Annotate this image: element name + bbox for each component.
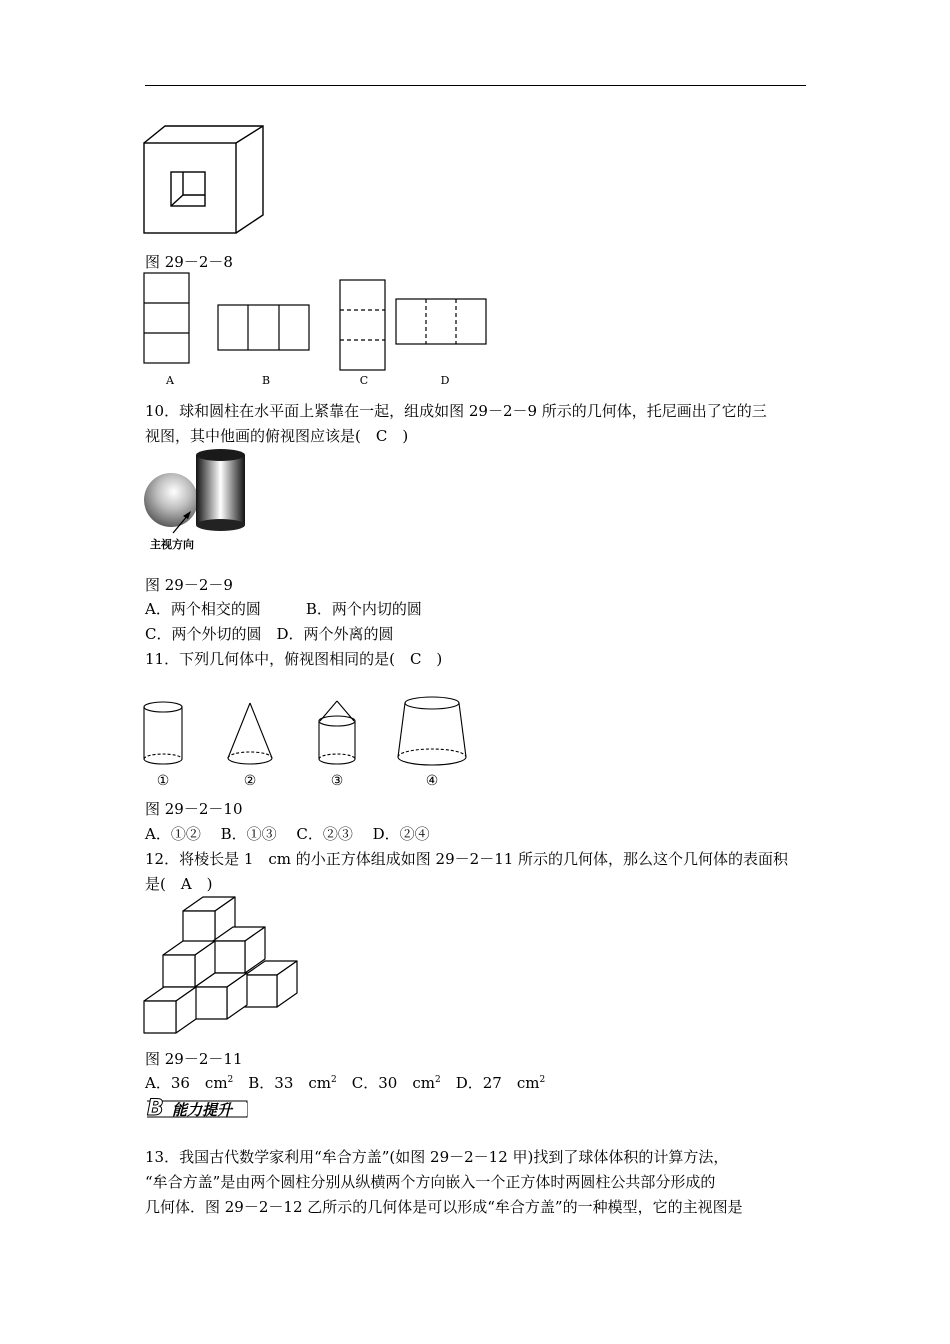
- unit-exponent: 2: [539, 1075, 546, 1085]
- option-b: B．33 cm: [233, 1074, 332, 1092]
- unit-exponent: 2: [434, 1075, 441, 1085]
- option-label: C: [359, 374, 369, 387]
- unit-exponent: 2: [331, 1075, 337, 1085]
- figure-caption: 图 29－2－9: [145, 576, 233, 594]
- question-10-line-2: 视图，其中他画的俯视图应该是( C ): [145, 427, 409, 445]
- shape-label: ③: [330, 773, 344, 789]
- question-13-line-1: 13．我国古代数学家利用“牟合方盖”(如图 29－2－12 甲)找到了球体体积的计算方法，: [145, 1148, 729, 1166]
- question-12-options: [145, 1071, 545, 1095]
- section-header: [145, 1097, 255, 1121]
- section-title: 能力提升: [172, 1101, 233, 1119]
- question-11-stem: 11．下列几何体中，俯视图相同的是( C ): [145, 650, 443, 668]
- hollow-cube-figure: [143, 125, 268, 235]
- option-label: D: [440, 374, 450, 387]
- question-12-line-1: 12．将棱长是 1 cm 的小正方体组成如图 29－2－11 所示的几何体，那么这个几何体的表面积: [145, 850, 789, 868]
- figure-caption: 图 29－2－8: [145, 253, 233, 271]
- option-c: C．30 cm: [336, 1074, 435, 1092]
- shape-label: ①: [156, 773, 170, 789]
- option-a: A．36 cm: [145, 1074, 228, 1092]
- unit-exponent: 2: [227, 1075, 234, 1085]
- shape-label: ④: [425, 773, 439, 789]
- solids-figure: [140, 695, 470, 790]
- figure-caption: 图 29－2－10: [145, 800, 243, 818]
- option-label: B: [261, 374, 271, 387]
- cube-stack-figure: [143, 895, 303, 1040]
- view-options-figure: [143, 270, 488, 390]
- question-10-options-cd: C．两个外切的圆 D．两个外离的圆: [145, 625, 394, 643]
- question-11-options: A．①② B．①③ C．②③ D．②④: [145, 825, 430, 843]
- arrow-label: 主视方向: [150, 538, 194, 551]
- figure-caption: 图 29－2－11: [145, 1050, 243, 1068]
- option-d: D．27 cm: [440, 1074, 540, 1092]
- sphere-cylinder-figure: [143, 445, 253, 555]
- question-12-line-2: 是( A ): [145, 875, 213, 893]
- option-label: A: [166, 374, 174, 387]
- question-10-line-1: 10．球和圆柱在水平面上紧靠在一起，组成如图 29－2－9 所示的几何体，托尼画出了它的三: [145, 402, 767, 420]
- shape-label: ②: [243, 773, 257, 789]
- question-10-options-ab: A．两个相交的圆 B．两个内切的圆: [145, 600, 422, 618]
- header-rule: [145, 85, 806, 86]
- question-13-line-3: 几何体．图 29－2－12 乙所示的几何体是可以形成“牟合方盖”的一种模型，它的主视图是: [145, 1198, 743, 1216]
- section-letter: B: [147, 1096, 164, 1121]
- question-13-line-2: “牟合方盖”是由两个圆柱分别从纵横两个方向嵌入一个正方体时两圆柱公共部分形成的: [145, 1173, 716, 1191]
